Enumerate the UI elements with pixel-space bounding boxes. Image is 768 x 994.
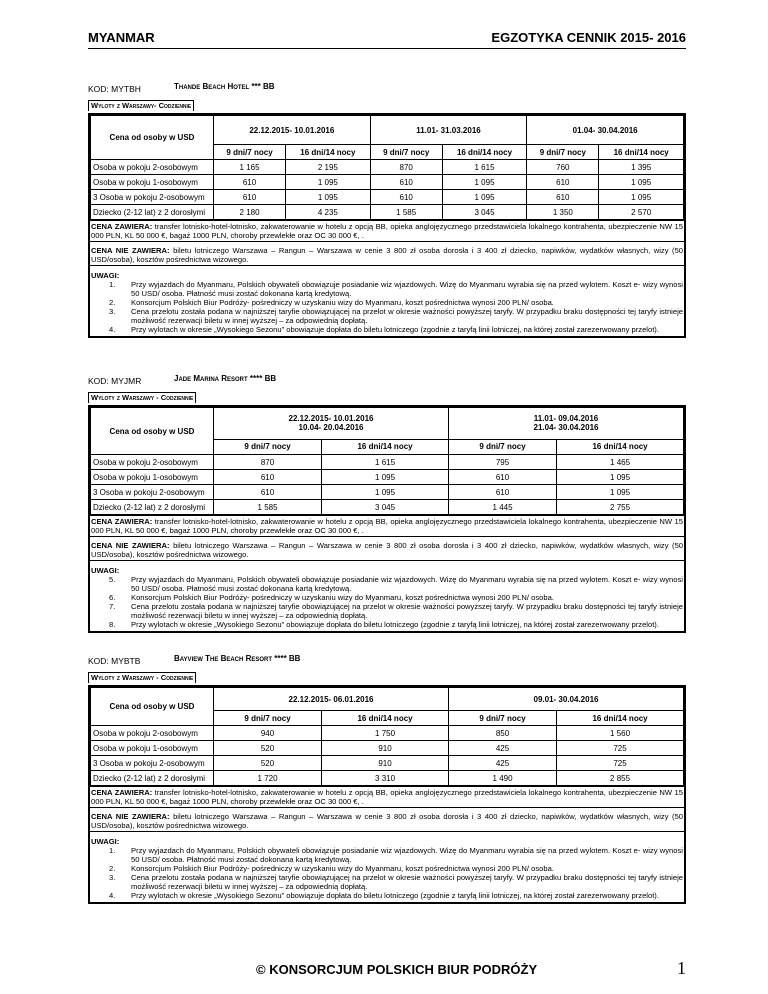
- uwagi-block: [90, 835, 684, 902]
- price-cell: 1 095: [322, 470, 449, 485]
- uwagi-text: Cena przelotu została podana w najniższej taryfie obowiązującej na przelot w okresie ważności powyższej taryfy. W przypadku braku dostępności tej taryfy istnieje możliwość rezerwacji biletu w innej wyższej – za odpowiednią dopłatą.: [131, 602, 683, 620]
- page-header: [88, 30, 686, 49]
- price-cell: 610: [448, 470, 556, 485]
- section-mybtb: [88, 656, 686, 904]
- kod-code: KOD: MYBTB: [88, 656, 141, 666]
- price-cell: 1 750: [322, 726, 449, 741]
- price-cell: 1 095: [442, 175, 527, 190]
- price-cell: 4 235: [286, 205, 371, 220]
- price-table: [90, 687, 684, 786]
- table-row: [91, 741, 684, 756]
- period-header: 01.04- 30.04.2016: [527, 116, 684, 145]
- cena-zawiera: [90, 786, 684, 807]
- page-footer: [88, 958, 686, 982]
- price-cell: 610: [527, 175, 599, 190]
- price-cell: 425: [448, 741, 556, 756]
- uwagi-num: 6.: [109, 593, 116, 602]
- price-table: [90, 407, 684, 515]
- price-cell: 1 615: [442, 160, 527, 175]
- price-cell: 795: [448, 455, 556, 470]
- table-row: [91, 175, 684, 190]
- table-row: [91, 470, 684, 485]
- table-row: [91, 190, 684, 205]
- uwagi-num: 3.: [109, 873, 116, 882]
- table-row: [91, 500, 684, 515]
- cena-zawiera: [90, 515, 684, 536]
- cena-nie-zawiera: [90, 811, 684, 831]
- uwagi-num: 4.: [109, 325, 116, 334]
- uwagi-text: Przy wylotach w okresie „Wysokiego Sezonu” obowiązuje dopłata do biletu lotniczego (zgodnie z taryfą linii lotniczej, na której został zarezerwowany przelot).: [131, 891, 659, 900]
- uwagi-label: UWAGI:: [91, 271, 120, 280]
- row-label: Dziecko (2-12 lat) z 2 dorosłymi: [91, 205, 214, 220]
- price-cell: 1 095: [322, 485, 449, 500]
- subhead: 16 dni/14 nocy: [322, 711, 449, 726]
- subhead: 9 dni/7 nocy: [214, 711, 322, 726]
- price-cell: 1 350: [527, 205, 599, 220]
- period-header: 11.01- 09.04.2016 21.04- 30.04.2016: [448, 408, 683, 440]
- price-cell: 1 490: [448, 771, 556, 786]
- hotel-name: Bayview The Beach Resort **** BB: [174, 654, 301, 663]
- uwagi-text: Przy wylotach w okresie „Wysokiego Sezonu” obowiązuje dopłata do biletu lotniczego (zgodnie z taryfą linii lotniczej, na której został zarezerwowany przelot).: [131, 325, 659, 334]
- row-label: 3 Osoba w pokoju 2-osobowym: [91, 756, 214, 771]
- row-label: Dziecko (2-12 lat) z 2 dorosłymi: [91, 771, 214, 786]
- uwagi-text: Konsorcjum Polskich Biur Podróży- pośredniczy w uzyskaniu wizy do Myanmaru, koszt pośrednictwa wynosi 200 PLN/ osoba.: [131, 864, 554, 873]
- uwagi-label: UWAGI:: [91, 566, 120, 575]
- row-label: Osoba w pokoju 1-osobowym: [91, 470, 214, 485]
- table-row: [91, 756, 684, 771]
- price-cell: 725: [557, 756, 684, 771]
- subhead: 9 dni/7 nocy: [214, 145, 286, 160]
- table-row: [91, 205, 684, 220]
- wyloty-label: Wyloty z Warszawy - Codziennie: [88, 392, 196, 403]
- header-right: EGZOTYKA CENNIK 2015- 2016: [491, 30, 686, 45]
- row-label: 3 Osoba w pokoju 2-osobowym: [91, 190, 214, 205]
- header-left: MYANMAR: [88, 30, 155, 45]
- uwagi-item: [91, 891, 683, 900]
- price-cell: 3 310: [322, 771, 449, 786]
- price-box: [88, 113, 686, 338]
- uwagi-num: 4.: [109, 891, 116, 900]
- subhead: 16 dni/14 nocy: [557, 439, 684, 454]
- uwagi-item: [91, 325, 683, 334]
- cena-nie-label: CENA NIE ZAWIERA:: [91, 541, 170, 550]
- cena-zawiera-text: transfer lotnisko-hotel-lotnisko, zakwaterowanie w hotelu z opcją BB, opieka anglojęzycznego przedstawiciela lokalnego kontrahenta, ubezpieczenie NW 15 000 PLN, KL 50 000 €, bagaż 1000 PLN, choroby przewlekłe oraz OC 30 000 €, .: [91, 517, 683, 535]
- cena-nie-text: biletu lotniczego Warszawa – Rangun – Warszawa w cenie 3 800 zł osoba dorosła i 3 400 zł dziecko, napiwków, wydatków własnych, wizy (50 USD/osoba), kosztów pośrednictwa wizowego.: [91, 541, 684, 559]
- section-mytbh: [88, 84, 686, 338]
- price-cell: 2 855: [557, 771, 684, 786]
- row-label: Osoba w pokoju 2-osobowym: [91, 726, 214, 741]
- uwagi-num: 2.: [109, 298, 116, 307]
- price-cell: 2 195: [286, 160, 371, 175]
- uwagi-item: [91, 298, 683, 307]
- uwagi-item: [91, 602, 683, 620]
- subhead: 16 dni/14 nocy: [557, 711, 684, 726]
- period-header: 22.12.2015- 06.01.2016: [214, 688, 449, 711]
- subhead: 9 dni/7 nocy: [448, 711, 556, 726]
- kod-code: KOD: MYJMR: [88, 376, 142, 386]
- price-cell: 1 095: [286, 175, 371, 190]
- hotel-name: Thande Beach Hotel *** BB: [174, 82, 275, 91]
- table-row: [91, 771, 684, 786]
- period-header: 11.01- 31.03.2016: [370, 116, 527, 145]
- price-cell: 1 095: [599, 175, 684, 190]
- price-cell: 2 570: [599, 205, 684, 220]
- cena-nie-zawiera: [90, 245, 684, 265]
- uwagi-num: 1.: [109, 280, 116, 289]
- subhead: 16 dni/14 nocy: [286, 145, 371, 160]
- price-cell: 2 755: [557, 500, 684, 515]
- cena-zawiera: [90, 220, 684, 241]
- subhead: 9 dni/7 nocy: [214, 439, 322, 454]
- price-table: [90, 115, 684, 220]
- subhead: 16 dni/14 nocy: [322, 439, 449, 454]
- table-row: [91, 160, 684, 175]
- price-cell: 610: [214, 470, 322, 485]
- price-cell: 910: [322, 756, 449, 771]
- cena-zawiera-label: CENA ZAWIERA:: [91, 222, 153, 231]
- cena-zawiera-text: transfer lotnisko-hotel-lotnisko, zakwaterowanie w hotelu z opcją BB, opieka anglojęzycznego przedstawiciela lokalnego kontrahenta, ubezpieczenie NW 15 000 PLN, KL 50 000 €, bagaż 1000 PLN, choroby przewlekłe oraz OC 30 000 €, .: [91, 788, 683, 806]
- cena-zawiera-text: transfer lotnisko-hotel-lotnisko, zakwaterowanie w hotelu z opcją BB, opieka anglojęzycznego przedstawiciela lokalnego kontrahenta, ubezpieczenie NW 15 000 PLN, KL 50 000 €, bagaż 1000 PLN, choroby przewlekłe oraz OC 30 000 €, .: [91, 222, 683, 240]
- uwagi-num: 2.: [109, 864, 116, 873]
- price-cell: 1 720: [214, 771, 322, 786]
- price-cell: 2 180: [214, 205, 286, 220]
- cena-header: Cena od osoby w USD: [91, 688, 214, 726]
- price-cell: 610: [214, 485, 322, 500]
- page-number: 1: [677, 958, 686, 978]
- price-cell: 1 465: [557, 455, 684, 470]
- wyloty-label: Wyloty z Warszawy - Codziennie: [88, 672, 196, 683]
- cena-nie-text: biletu lotniczego Warszawa – Rangun – Warszawa w cenie 3 800 zł osoba dorosła i 3 400 zł dziecko, napiwków, wydatków własnych, wizy (50 USD/osoba), kosztów pośrednictwa wizowego.: [91, 246, 684, 264]
- price-cell: 910: [322, 741, 449, 756]
- price-cell: 3 045: [442, 205, 527, 220]
- table-row: [91, 485, 684, 500]
- uwagi-label: UWAGI:: [91, 837, 120, 846]
- table-row: [91, 726, 684, 741]
- uwagi-num: 3.: [109, 307, 116, 316]
- price-box: [88, 405, 686, 633]
- subhead: 16 dni/14 nocy: [442, 145, 527, 160]
- price-cell: 1 095: [557, 470, 684, 485]
- price-cell: 1 095: [599, 190, 684, 205]
- price-cell: 520: [214, 756, 322, 771]
- row-label: Dziecko (2-12 lat) z 2 dorosłymi: [91, 500, 214, 515]
- table-row: [91, 455, 684, 470]
- wyloty-label: Wyloty z Warszawy- Codziennie: [88, 100, 194, 111]
- price-cell: 610: [370, 175, 442, 190]
- uwagi-num: 1.: [109, 846, 116, 855]
- kod-code: KOD: MYTBH: [88, 84, 141, 94]
- uwagi-text: Konsorcjum Polskich Biur Podróży- pośredniczy w uzyskaniu wizy do Myanmaru, koszt pośrednictwa wynosi 200 PLN/ osoba.: [131, 593, 554, 602]
- price-cell: 760: [527, 160, 599, 175]
- cena-nie-text: biletu lotniczego Warszawa – Rangun – Warszawa w cenie 3 800 zł osoba dorosła i 3 400 zł dziecko, napiwków, wydatków własnych, wizy (50 USD/osoba), kosztów pośrednictwa wizowego.: [91, 812, 684, 830]
- price-cell: 610: [214, 190, 286, 205]
- uwagi-item: [91, 864, 683, 873]
- subhead: 16 dni/14 nocy: [599, 145, 684, 160]
- uwagi-text: Konsorcjum Polskich Biur Podróży- pośredniczy w uzyskaniu wizy do Myanmaru, koszt pośrednictwa wynosi 200 PLN/ osoba.: [131, 298, 554, 307]
- price-cell: 1 095: [442, 190, 527, 205]
- row-label: Osoba w pokoju 1-osobowym: [91, 175, 214, 190]
- uwagi-item: [91, 593, 683, 602]
- uwagi-text: Cena przelotu została podana w najniższej taryfie obowiązującej na przelot w okresie ważności powyższej taryfy. W przypadku braku dostępności tej taryfy istnieje możliwość rezerwacji biletu w innej wyższej – za odpowiednią dopłatą.: [131, 307, 683, 325]
- price-cell: 610: [527, 190, 599, 205]
- uwagi-block: [90, 269, 684, 336]
- subhead: 9 dni/7 nocy: [527, 145, 599, 160]
- uwagi-num: 5.: [109, 575, 116, 584]
- price-cell: 425: [448, 756, 556, 771]
- price-cell: 870: [214, 455, 322, 470]
- uwagi-text: Przy wyjazdach do Myanmaru, Polskich obywateli obowiązuje posiadanie wiz wjazdowych. Wizę do Myanmaru wyrabia się na przed wylotem. Koszt e- wizy wynosi 50 USD/ osoba. Płatność musi zostać dokonana kartą kredytową.: [131, 575, 683, 593]
- uwagi-item: [91, 307, 683, 325]
- price-cell: 3 045: [322, 500, 449, 515]
- period-header: 22.12.2015- 10.01.2016 10.04- 20.04.2016: [214, 408, 449, 440]
- subhead: 9 dni/7 nocy: [370, 145, 442, 160]
- cena-zawiera-label: CENA ZAWIERA:: [91, 788, 153, 797]
- cena-zawiera-label: CENA ZAWIERA:: [91, 517, 153, 526]
- uwagi-text: Przy wyjazdach do Myanmaru, Polskich obywateli obowiązuje posiadanie wiz wjazdowych. Wizę do Myanmaru wyrabia się na przed wylotem. Koszt e- wizy wynosi 50 USD/ osoba. Płatność musi zostać dokonana kartą kredytową.: [131, 846, 683, 864]
- price-cell: 1 095: [557, 485, 684, 500]
- subhead: 9 dni/7 nocy: [448, 439, 556, 454]
- price-cell: 940: [214, 726, 322, 741]
- price-cell: 1 585: [214, 500, 322, 515]
- price-cell: 1 585: [370, 205, 442, 220]
- period-header: 22.12.2015- 10.01.2016: [214, 116, 371, 145]
- uwagi-item: [91, 620, 683, 629]
- price-cell: 850: [448, 726, 556, 741]
- price-cell: 1 615: [322, 455, 449, 470]
- cena-header: Cena od osoby w USD: [91, 116, 214, 160]
- price-cell: 1 445: [448, 500, 556, 515]
- price-cell: 520: [214, 741, 322, 756]
- uwagi-item: [91, 575, 683, 593]
- uwagi-item: [91, 873, 683, 891]
- price-cell: 1 560: [557, 726, 684, 741]
- price-cell: 1 395: [599, 160, 684, 175]
- uwagi-num: 7.: [109, 602, 116, 611]
- row-label: Osoba w pokoju 1-osobowym: [91, 741, 214, 756]
- cena-header: Cena od osoby w USD: [91, 408, 214, 455]
- price-box: [88, 685, 686, 904]
- cena-nie-zawiera: [90, 540, 684, 560]
- copyright: © KONSORCJUM POLSKICH BIUR PODRÓŻY: [256, 962, 538, 977]
- uwagi-block: [90, 564, 684, 631]
- row-label: Osoba w pokoju 2-osobowym: [91, 455, 214, 470]
- price-cell: 1 165: [214, 160, 286, 175]
- price-cell: 610: [370, 190, 442, 205]
- uwagi-num: 8.: [109, 620, 116, 629]
- section-myjmr: [88, 376, 686, 633]
- price-cell: 610: [214, 175, 286, 190]
- price-cell: 870: [370, 160, 442, 175]
- uwagi-item: [91, 280, 683, 298]
- row-label: Osoba w pokoju 2-osobowym: [91, 160, 214, 175]
- cena-nie-label: CENA NIE ZAWIERA:: [91, 246, 170, 255]
- price-cell: 1 095: [286, 190, 371, 205]
- period-header: 09.01- 30.04.2016: [448, 688, 683, 711]
- price-cell: 610: [448, 485, 556, 500]
- row-label: 3 Osoba w pokoju 2-osobowym: [91, 485, 214, 500]
- uwagi-text: Przy wyjazdach do Myanmaru, Polskich obywateli obowiązuje posiadanie wiz wjazdowych. Wizę do Myanmaru wyrabia się na przed wylotem. Koszt e- wizy wynosi 50 USD/ osoba. Płatność musi zostać dokonana kartą kredytową.: [131, 280, 683, 298]
- uwagi-item: [91, 846, 683, 864]
- price-cell: 725: [557, 741, 684, 756]
- uwagi-text: Przy wylotach w okresie „Wysokiego Sezonu” obowiązuje dopłata do biletu lotniczego (zgodnie z taryfą linii lotniczej, na której został zarezerwowany przelot).: [131, 620, 659, 629]
- hotel-name: Jade Marina Resort **** BB: [174, 374, 277, 383]
- uwagi-text: Cena przelotu została podana w najniższej taryfie obowiązującej na przelot w okresie ważności powyższej taryfy. W przypadku braku dostępności tej taryfy istnieje możliwość rezerwacji biletu w innej wyższej – za odpowiednią dopłatą.: [131, 873, 683, 891]
- cena-nie-label: CENA NIE ZAWIERA:: [91, 812, 170, 821]
